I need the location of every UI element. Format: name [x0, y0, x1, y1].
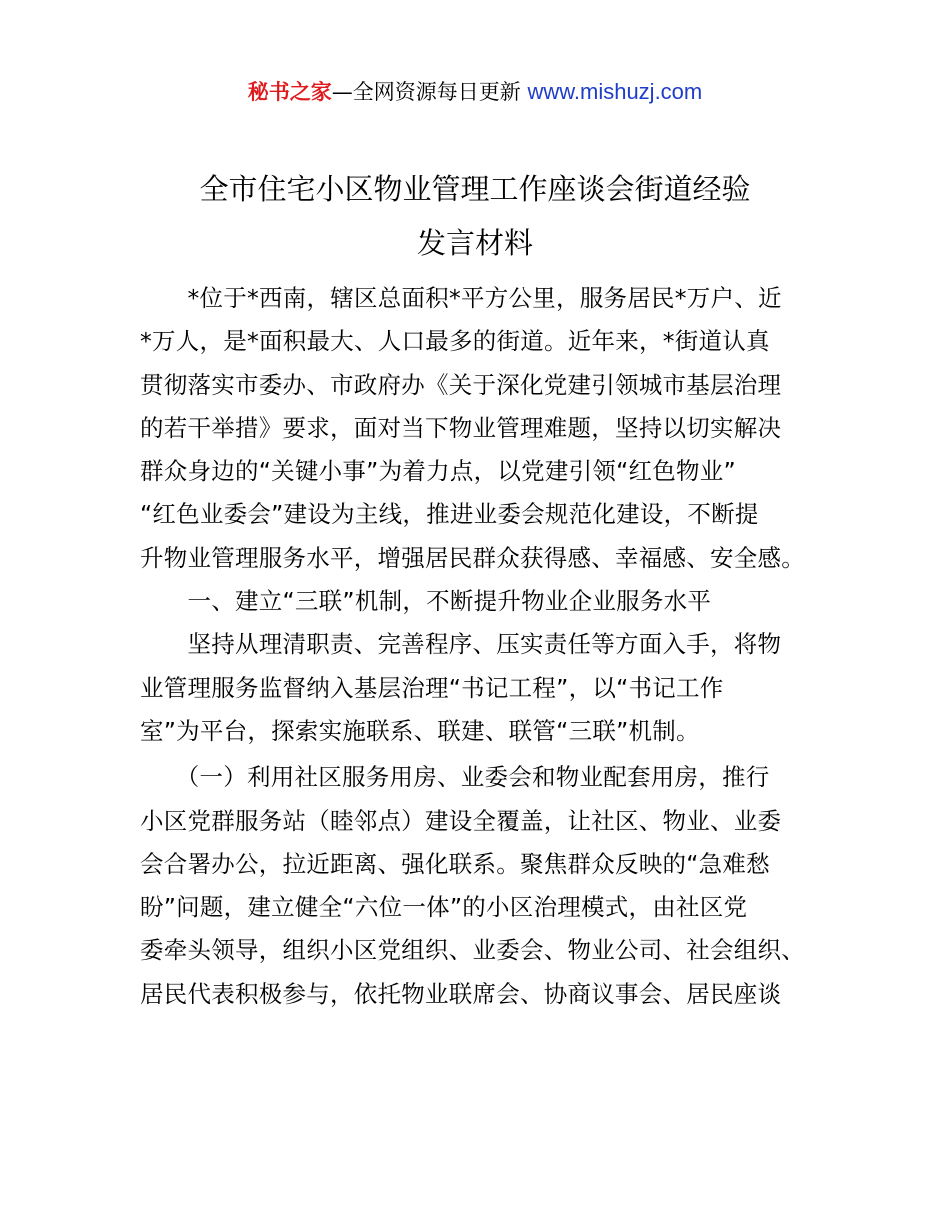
body-line: 居民代表积极参与，依托物业联席会、协商议事会、居民座谈 — [140, 979, 782, 1008]
body-line: *位于*西南，辖区总面积*平方公里，服务居民*万户、近 — [140, 284, 782, 312]
body-line: 盼”问题，建立健全“六位一体”的小区治理模式，由社区党 — [140, 893, 748, 922]
body-line: 业管理服务监督纳入基层治理“书记工程”，以“书记工作 — [140, 673, 724, 702]
site-header — [0, 74, 950, 110]
body-line: 会合署办公，拉近距离、强化联系。聚焦群众反映的“急难愁 — [140, 849, 770, 878]
header-tagline: —全网资源每日更新 — [331, 80, 528, 104]
body-line: *万人，是*面积最大、人口最多的街道。近年来，*街道认真 — [140, 327, 770, 356]
brand-name: 秘书之家 — [247, 80, 332, 104]
body-line: 群众身边的“关键小事”为着力点，以党建引领“红色物业” — [140, 457, 736, 486]
document-body — [140, 277, 830, 1016]
site-url[interactable]: www.mishuzj.com — [527, 79, 703, 104]
document-title-line-2: 发言材料 — [416, 226, 533, 260]
body-line: 委牵头领导，组织小区党组织、业委会、物业公司、社会组织、 — [140, 936, 805, 965]
body-line: （一）利用社区服务用房、业委会和物业配套用房，推行 — [140, 763, 770, 792]
section-heading: 一、建立“三联”机制，不断提升物业企业服务水平 — [140, 587, 712, 616]
body-line: 贯彻落实市委办、市政府办《关于深化党建引领城市基层治理 — [140, 370, 782, 399]
document-title-line-1: 全市住宅小区物业管理工作座谈会街道经验 — [199, 172, 751, 206]
body-line: “红色业委会”建设为主线，推进业委会规范化建设，不断提 — [140, 500, 759, 529]
body-line: 的若干举措》要求，面对当下物业管理难题，坚持以切实解决 — [140, 413, 782, 442]
body-line: 小区党群服务站（睦邻点）建设全覆盖，让社区、物业、业委 — [140, 806, 782, 835]
body-line: 升物业管理服务水平，增强居民群众获得感、幸福感、安全感。 — [140, 543, 805, 572]
body-line: 室”为平台，探索实施联系、联建、联管“三联”机制。 — [140, 716, 700, 745]
body-line: 坚持从理清职责、完善程序、压实责任等方面入手，将物 — [140, 630, 782, 659]
